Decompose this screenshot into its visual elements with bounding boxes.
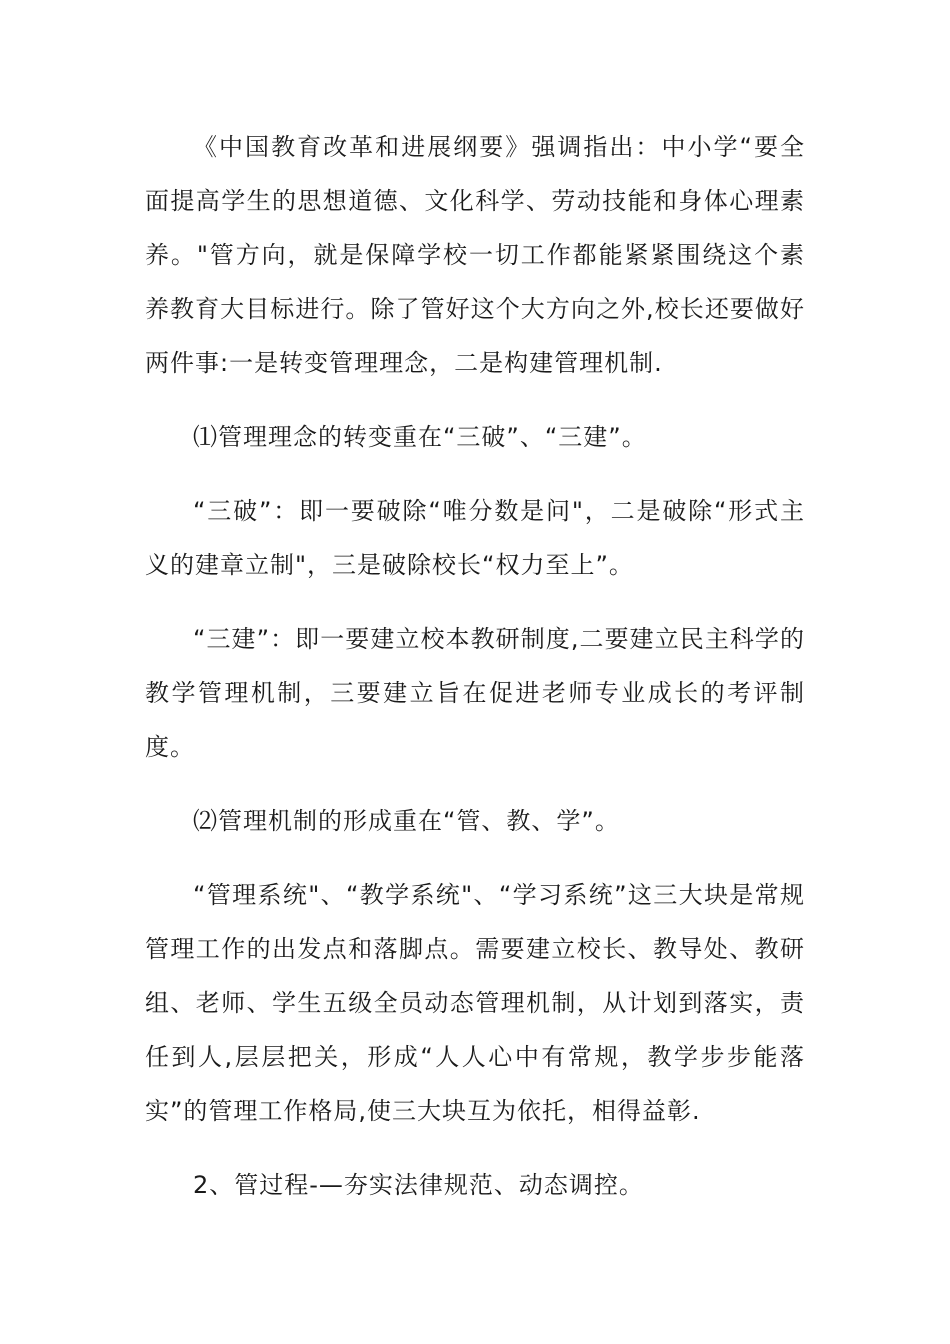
document-body <box>145 120 805 1212</box>
paragraph-concept-change: ⑴管理理念的转变重在“三破”、“三建”。 <box>193 423 647 451</box>
paragraph-three-breaks: “三破”：即一要破除“唯分数是问"，二是破除“形式主义的建章立制"，三是破除校长“权力至上”。 <box>145 497 805 579</box>
paragraph-three-systems: “管理系统"、“教学系统"、“学习系统”这三大块是常规管理工作的出发点和落脚点。需要建立校长、教导处、教研组、老师、学生五级全员动态管理机制，从计划到落实，责任到人,层层把关，形成“人人心中有常规，教学步步能落实”的管理工作格局,使三大块互为依托，相得益彰. <box>145 881 805 1125</box>
paragraph-outline-intro: 《中国教育改革和进展纲要》强调指出：中小学“要全面提高学生的思想道德、文化科学、劳动技能和身体心理素养。"管方向，就是保障学校一切工作都能紧紧围绕这个素养教育大目标进行。除了管好这个大方向之外,校长还要做好两件事:一是转变管理理念，二是构建管理机制. <box>145 133 805 377</box>
paragraph-mechanism: ⑵管理机制的形成重在“管、教、学”。 <box>193 807 620 835</box>
paragraph-three-builds: “三建”：即一要建立校本教研制度,二要建立民主科学的教学管理机制，三要建立旨在促进老师专业成长的考评制度。 <box>145 625 805 761</box>
paragraph-manage-process: 2、管过程-—夯实法律规范、动态调控。 <box>193 1171 644 1199</box>
